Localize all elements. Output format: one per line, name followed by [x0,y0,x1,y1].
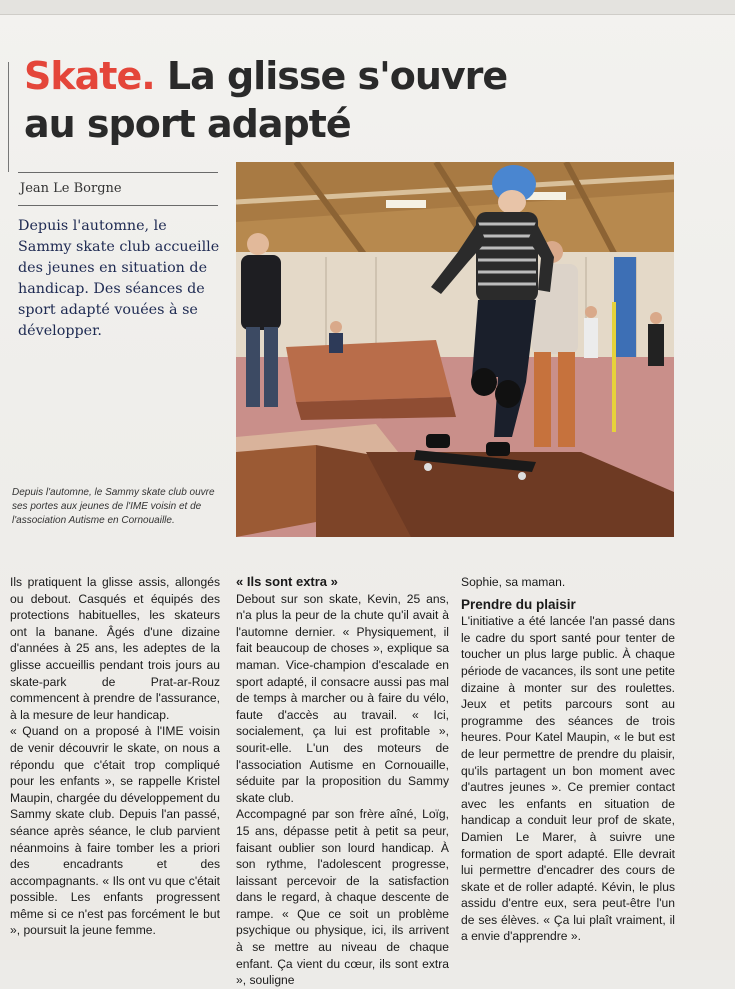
photo-caption: Depuis l'automne, le Sammy skate club ouvre ses portes aux jeunes de l'IME voisin et de l'association Autisme en Cornouaille. [12,487,215,526]
byline-rule-bottom [18,205,218,206]
subhead-prendre-du-plaisir: Prendre du plaisir [461,596,576,612]
chapo: Depuis l'automne, le Sammy skate club accueille des jeunes en situation de handicap. Des séances de sport adapté vouées à se développer. [18,218,220,339]
headline-kicker: Skate. [24,54,155,98]
body-column-1 [10,574,220,939]
headline-side-rule [8,62,9,172]
byline: Jean Le Borgne [20,181,122,196]
body-column-2 [236,574,449,989]
col3-lead: Sophie, sa maman. [461,575,566,589]
col1-paragraph-2: « Quand on a proposé à l'IME voisin de venir découvrir le skate, on nous a répondu que c'était trop compliqué pour les enfants », se rappelle Kristel Maupin, chargée du développement du Sammy skate club. Depuis l'an passé, séance après séance, le club parvient néanmoins à faire tomber les a priori des encadrants et des accompagnants. « Ils ont vu que c'était possible. Les enfants progressent même si ce n'est pas forcément le but », poursuit la jeune femme. [10,724,220,938]
article-photo [236,162,674,537]
col3-paragraph-1: L'initiative a été lancée l'an passé dans le cadre du sport santé pour tenter de toucher un plus large public. À chaque période de vacances, ils sont une petite dizaine à monter sur des roulettes. Jeux et petits parcours sont au programme des séances de trois heures. Pour Katel Maupin, « le but est de leur permettre de prendre du plaisir, qu'ils partagent un bon moment avec d'autres jeunes ». Ce premier contact avec les enfants en situation de handicap a conduit leur prof de skate, Damien Le Marer, à suivre une formation de sport adapté. Elle devrait lui permettre d'encadrer des cours de skate et de roller adapté. Kévin, le plus assidu d'entre eux, sera peut-être l'un de ses élèves. « Ça lui plaît vraiment, il a envie d'apprendre ». [461,614,675,944]
subhead-ils-sont-extra: « Ils sont extra » [236,574,338,589]
col2-paragraph-1: Debout sur son skate, Kevin, 25 ans, n'a plus la peur de la chute qu'il avait à l'automne dernier. « Physiquement, il fait beaucoup de choses », explique sa maman. Vice-champion d'escalade en sport adapté, il consacre aussi pas mal de temps à marcher ou à faire du vélo, faute d'accès au travail. « Ici, socialement, ça lui est profitable », sourit-elle. L'un des moteurs de l'association Autisme en Cornouaille, séduite par la proposition du Sammy skate club. [236,591,449,805]
byline-rule-top [18,172,218,173]
skatepark-photo-illustration [236,162,674,537]
col1-paragraph-1: Ils pratiquent la glisse assis, allongés ou debout. Casqués et équipés des protections habituelles, les skateurs ont la banane. Âgés d'une dizaine d'années à 25 ans, les adeptes de la glisse accueillis pendant trois jours au skate-park de Prat-ar-Rouz commencent à prendre de l'assurance, à la mesure de leur handicap. [10,575,220,722]
headline-line1: La glisse s'ouvre [166,54,508,98]
headline-line2: au sport adapté [24,102,351,146]
headline [24,52,584,148]
page-top-strip [0,0,735,15]
body-column-3 [461,574,675,945]
col2-paragraph-2: Accompagné par son frère aîné, Loïg, 15 ans, dépasse petit à petit sa peur, faisant oublier son lourd handicap. À son rythme, l'adolescent progresse, laissant percevoir de la satisfaction dans le regard, à chaque descente de rampe. « Que ce soit un problème psychique ou physique, ici, ils arrivent à se mettre au niveau de chaque enfant. Ça vient du cœur, ils sont extra », souligne [236,807,449,988]
